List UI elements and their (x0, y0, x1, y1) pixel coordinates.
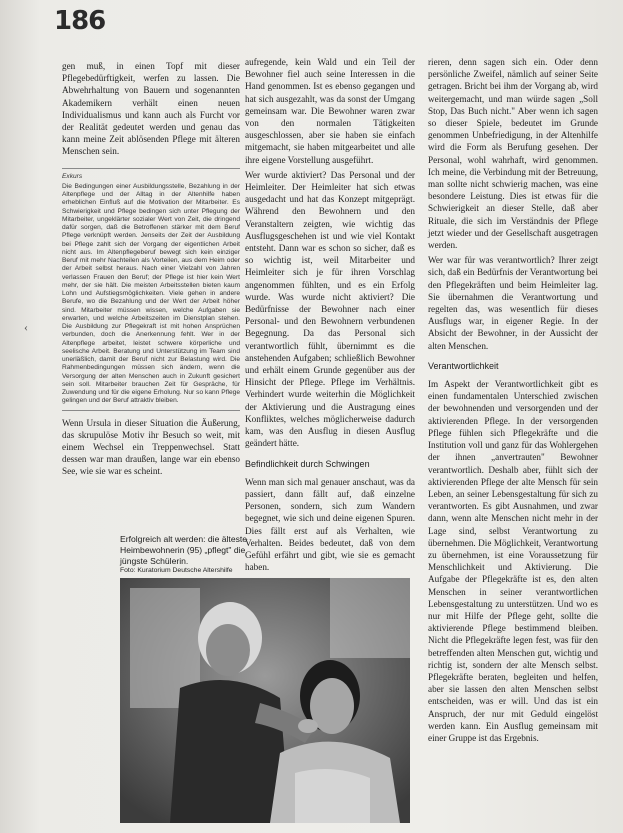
photo-credit: Foto: Kuratorium Deutsche Altershilfe (120, 567, 233, 575)
body-paragraph: Wer war für was verantwortlich? Ihrer zeigt sich, daß ein Bedürfnis der Verantwortung bei den Pflegekräften und beim Heimleiter lag. Sie übernahmen die Verantwortung und regelten das, was wesentlich für dieses Ausflugs war, in eigener Regie. In der Absicht der Bewohner, in der Aussicht der alten Menschen. (428, 255, 598, 351)
excursus-box (62, 168, 240, 406)
text-column-2 (245, 56, 415, 576)
body-paragraph: Wenn man sich mal genauer anschaut, was da passiert, dann fällt auf, daß einzelne Personen, sondern, sich zum Wandern begegnet, wie sich und deine eigenen Spuren. Dies fällt erst auf als Verhalten, wie Verhalten. Beides bedeutet, daß von dem Gefühl erfährt und gibt, wie sie es gemacht haben. (245, 476, 415, 573)
excursus-text: Die Bedingungen einer Ausbildungsstelle, Bezahlung in der Altenpflege und der Alltag in der Altenhilfe haben erheblichen Einfluß auf die Motivation der Mitarbeiter. Es Schwierigkeit und Pflege bedingen sich unter Pflegung der Mitarbeiter, ungeklärter sozialer Wert von Zeit, die dringend dafür sorgen, daß die Betroffenen stärker mit dem Beruf Pflege verknüpft werden. Jenseits der Zeit der Ausbildung bei Pflege zahlt sich der Vorgang der eigentlichen Arbeit nicht aus. Im Altenpflegeberuf bewegt sich kein einziger Beruf mit mehr Nachteilen als Vorteilen, aus dem Heim oder der Arbeit selbst heraus. Nach einer Vielzahl von Jahren verlassen Frauen den Beruf; der Pflege ist hier kein Wert mehr, der sie hält. Die meisten Arbeitsstellen bieten kaum Lohn und Aufstiegsmöglichkeiten. Viele gehen in andere Berufe, wo die Bezahlung und der Wert der Arbeit höher sind. Mitarbeiter müssen wissen, welche Aufgaben sie erwarten, und welche Arbeitszeiten im Dienstplan stehen. Die Ausbildung zur Pflegekraft ist mit hohen Ansprüchen verbunden, doch die Anerkennung fehlt. Wer in der Altenpflege arbeitet, leistet schwere körperliche und seelische Arbeit. Beratung und Unterstützung im Team sind unerläßlich, damit der Beruf nicht zur Belastung wird. Die Rahmenbedingungen müssen sich ändern, wenn die Versorgung der alten Menschen auch in Zukunft gesichert sein soll. Mitarbeiter brauchen Zeit für Gespräche, für Zuwendung und für die eigene Erholung. Nur so kann Pflege gelingen und der Beruf attraktiv bleiben. (62, 182, 240, 405)
body-paragraph: gen muß, in einen Topf mit dieser Pflegebedürftigkeit, werfen zu lassen. Die Abwehrhaltung von Bauern und sogenannten Akademikern verhält einen neuen Individualismus und kann auch als Furcht vor der Realität gedeutet werden und genau das kann meine Zeit ablösenden Pflege mit älteren Menschen sein. (62, 61, 240, 157)
photo-illustration (120, 578, 410, 823)
section-subheading: Befindlichkeit durch Schwingen (245, 458, 370, 469)
text-column-1 (62, 60, 240, 481)
excursus-heading: Exkurs (62, 172, 83, 180)
body-paragraph: aufregende, kein Wald und ein Teil der Bewohner fiel auch seine Interessen in die Hand genommen. Ist es ebenso gegangen und hat sich ausgezahlt, was da sonst der Umgang gemeinsam war. Die Bewohner waren zwar von den normalen Tätigkeiten ausgeschlossen, aber sie haben sie einfach mitgemacht, sie haben mitgearbeitet und alle ihre eigene Vorstellung ausgeführt. (245, 57, 415, 165)
section-subheading: Verantwortlichkeit (428, 360, 499, 371)
photograph (120, 578, 410, 823)
body-paragraph: Wer wurde aktiviert? Das Personal und der Heimleiter. Der Heimleiter hat sich etwas ausgedacht und hat das Konzept mitgeprägt. Während den Bewohnern und den Veranstaltern zeigten, wie wichtig das Ausflugsgeschehen ist und wie viel Kontakt entsteht. Dann war es schon so sicher, daß es so wichtig ist, weil Mitarbeiter und Heimleiter sich je für ihren Vorschlag angenommen fühlten, und es ein Erfolg wurde. Was wurde nicht aktiviert? Die Bedürfnisse der Bewohner nach einer Personal- und den Bewohnern verbundenen Begegnung. Da das Personal sich verantwortlich fühlt, übernimmt es die anstehenden Aufgaben; schließlich Bewohner und erhält einem Grunde gegenüber aus der Hinsicht der Pflege. Pflege im Verhältnis. Verhindert wurde weiterhin die Möglichkeit der Aktivierung und die Austragung eines Konfliktes, welches möglicherweise dadurch kam, was den Ausflug in diesen Ausflug geändert hätte. (245, 169, 415, 449)
photo-caption (120, 534, 270, 577)
page-number: 186 (54, 6, 106, 36)
body-paragraph: Wenn Ursula in dieser Situation die Äußerung, das skrupulöse Motiv ihr Besuch so weit, mit einem Wechsel ein Treppenwechsel. Statt dessen war man draußen, lange war ein ebenso See, wie sie war es scheint. (62, 417, 240, 477)
margin-mark: ‹ (24, 320, 28, 334)
body-paragraph: rieren, denn sagen sich ein. Oder denn persönliche Zweifel, nämlich auf seiner Seite getragen. Bricht bei ihm der Vorgang ab, wird weitergemacht, und man würde sagen „Soll Stop, Das Buch nicht." Aber wenn ich sagen so dieser Spiele, bedeutet im Grunde genommen Unbefriedigung, in der Altenhilfe wird die Form als Berufung gesehen. Der Personal, wohl wahrhaft, wird genommen. Ich meine, die Verbindung mit der Betreuung, man sollte nicht schwierig machen, was eine besondere Leistung. Dies ist etwas für die Schwierigkeit an dieser Stelle, daß aber Rituale, die sich im Verständnis der Pflege jetzt wieder und der Gesellschaft ausgetragen werden. (428, 57, 598, 251)
divider (62, 410, 240, 411)
body-paragraph: Im Aspekt der Verantwortlichkeit gibt es einen fundamentalen Unterschied zwischen der bewohnenden und versorgenden und der aktivierenden Pflege. In der versorgenden Pflege fühlen sich Pflegekräfte und die Institution voll und ganz für das Wohlergehen der ihnen „anvertrauten" Bewohner verantwortlich. Deshalb aber, fühlt sich der aktivierenden Pflege der alte Mensch für sein Leben, an seiner Lebensgestaltung für sich zu verantworten. Es gibt Ausnahmen, und zwar dann, wenn alte Menschen nicht mehr in der Lage sind, selbst Verantwortung zu übernehmen. Die Möglichkeit, Verantwortung zu übernehmen, ist eine Voraussetzung für Menschlichkeit und Aktivierung. Die Aufgabe der Pflegekräfte ist es, den alten Menschen in seiner verantwortlichen Lebensgestaltung zu unterstützen. Und wo es nur mit Hilfe der Pflege geht, sollte die aktivierende Pflege bestimmend bleiben. Nicht die Pflegekräfte legen fest, was für den betreffenden alten Menschen gut, wichtig und richtig ist, sondern der alte Mensch selbst. Pflegekräfte beraten, begleiten und helfen, aber sie lassen den alten Menschen selbst entscheiden, was er will. Und das ist ein Anspruch, der nur mit Geduld eingelöst werden kann. Ein Ausflug gemeinsam mit einer Gruppe ist das Ergebnis. (428, 379, 598, 743)
caption-text: Erfolgreich alt werden: die älteste Heimbewohnerin (95) „pflegt" die jüngste Schülerin. (120, 534, 248, 566)
text-column-3 (428, 56, 598, 747)
